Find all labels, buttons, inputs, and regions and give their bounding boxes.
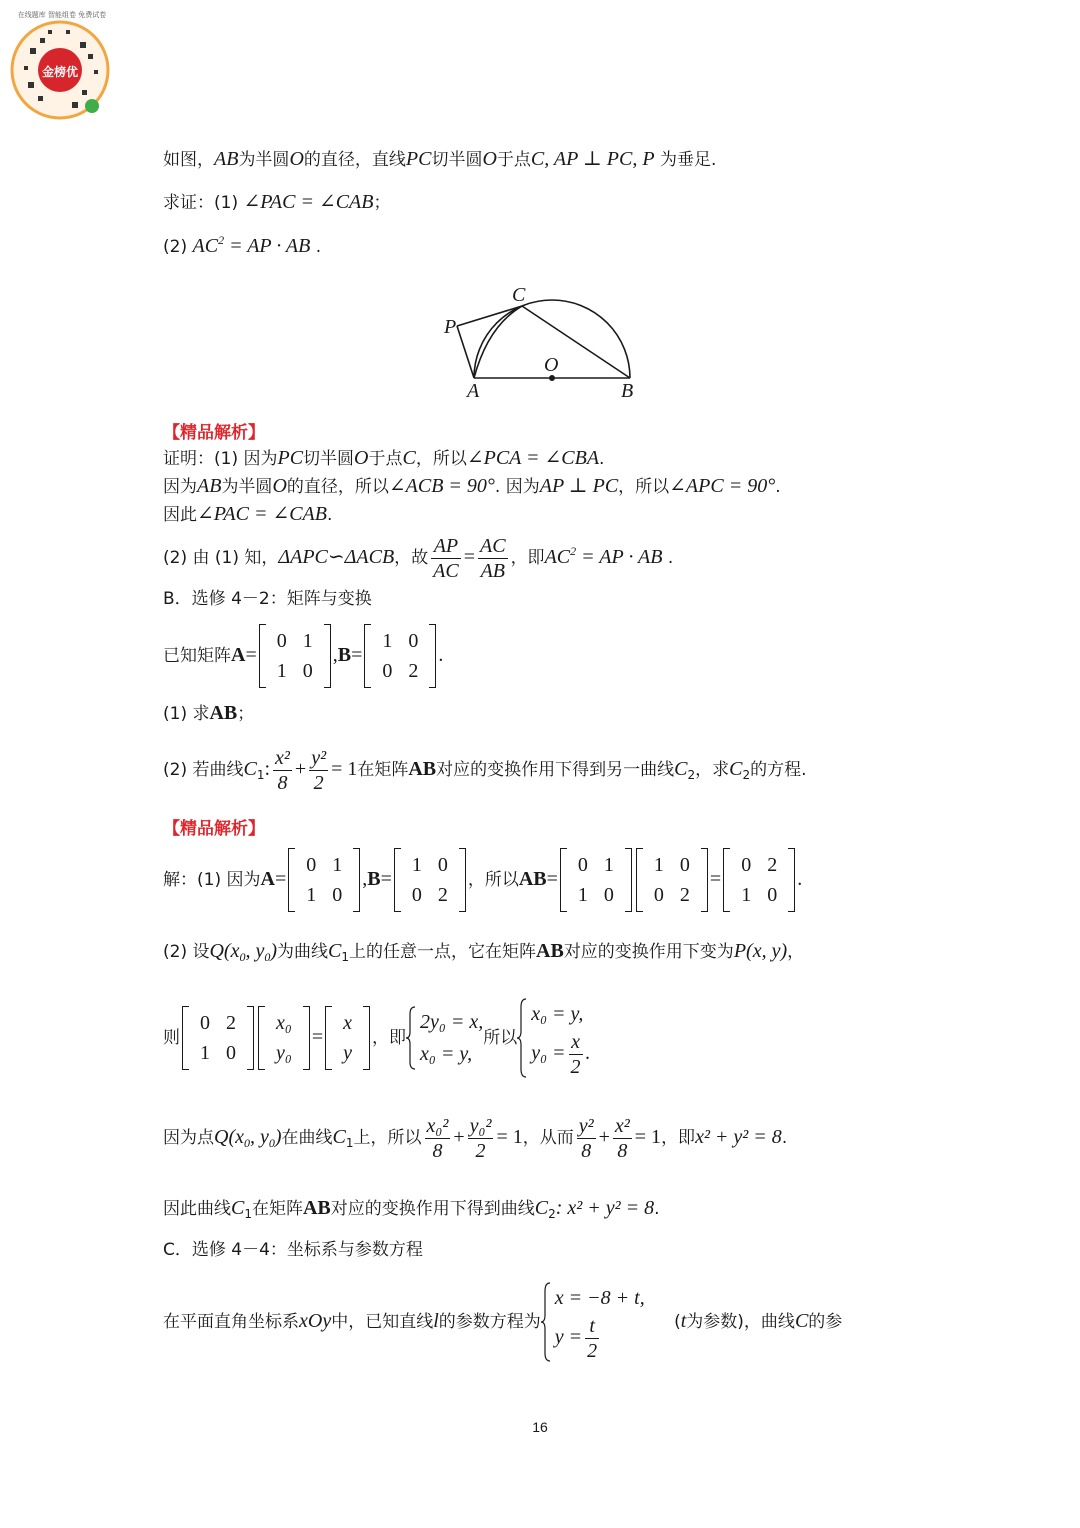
section-b-title: B．选修 4－2：矩阵与变换 [163, 589, 372, 609]
problem-a-intro: 如图，AB为半圆O的直径，直线PC切半圆O于点C, AP ⊥ PC, P 为垂足. [163, 148, 717, 170]
page-number: 16 [532, 1419, 548, 1435]
solution-a-heading: 【精品解析】 [163, 423, 265, 443]
system-2: x₀ = y, y₀ = $\frac{x}{2}$ . [517, 998, 590, 1079]
solution-a-line1: 证明：(1) 因为PC切半圆O于点C，所以∠PCA = ∠CBA. [163, 447, 605, 469]
problem-a-q1: 求证：(1) ∠PAC = ∠CAB； [163, 191, 391, 213]
semicircle-figure [430, 282, 650, 402]
label-p: P [444, 316, 457, 338]
section-c-line1: 在平面直角坐标系xOy中，已知直线l的参数方程为 x = −8 + t, y = $\frac{t}{2}$ (t为参数)，曲线C的参 [163, 1276, 842, 1367]
solution-b-heading: 【精品解析】 [163, 819, 265, 839]
solution-b-line4: 因为点$Q(x_0$, $y_0$)在曲线$C_1$上，所以 $\frac{\text{x₀²}}{8}$ + $\frac{\text{y₀²}}{2}$ = 1，从而 $\frac{\text{y²}}{8}$ + $\frac{\text{x²}}{8}$ = 1，即x² + y² = 8. [163, 1114, 788, 1162]
solution-a-line2: 因为AB为半圆O的直径，所以∠ACB = 90°. 因为AP ⊥ PC，所以∠APC = 90°. [163, 475, 781, 497]
section-b-q2: (2) 若曲线$C_1$: $\frac{\text{x²}}{8}$ + $\frac{\text{y²}}{2}$ = 1在矩阵AB对应的变换作用下得到另一曲线$C_2$，求$C_2$的方程. [163, 746, 807, 794]
solution-a-line3: 因此∠PAC = ∠CAB. [163, 503, 333, 525]
label-b: B [621, 380, 634, 402]
label-c: C [512, 284, 526, 306]
system-3: x = −8 + t, y = $\frac{t}{2}$ [541, 1282, 645, 1363]
logo [8, 8, 112, 124]
section-b-given: 已知矩阵A= 0 1 1 0 ,B= 1 0 0 2 . [163, 624, 443, 688]
system-1: 2y₀ = x, x₀ = y, [406, 1006, 483, 1070]
logo-brand: 金榜优 [41, 65, 78, 79]
matrix-b: 1 0 0 2 [364, 624, 436, 688]
matrix-ab: 0 2 1 0 [723, 848, 795, 912]
label-a: A [467, 380, 480, 402]
solution-b-line2: (2) 设$Q(x_0$, $y_0$)为曲线$C_1$上的任意一点，它在矩阵AB对应的变换作用下变为P(x, y)， [163, 940, 805, 964]
label-o: O [544, 354, 559, 376]
section-c-title: C．选修 4－4：坐标系与参数方程 [163, 1240, 423, 1260]
solution-b-line3: 则 0 2 1 0 x₀ y₀ = x y ，即 2y₀ = x, x₀ = y, 所以 x₀ = y, y₀ = $\frac{x}{2}$ . [163, 992, 591, 1083]
solution-a-line4: (2) 由 (1) 知，ΔAPC∽ΔACB，故 $\frac{AP}{AC}$ = $\frac{AC}{AB}$ ，即$AC^2$ = AP · AB . [163, 534, 674, 582]
solution-b-line5: 因此曲线$C_1$在矩阵AB对应的变换作用下得到曲线$C_2$: x² + y² = 8. [163, 1197, 660, 1221]
logo-slogan: 在线题库 智能组卷 免费试卷 [17, 11, 107, 19]
problem-a-q2: (2) $AC^2$ = AP · AB . [163, 233, 322, 257]
matrix-a: 0 1 1 0 [259, 624, 331, 688]
solution-b-line1: 解：(1) 因为A= 0 1 1 0 ,B= 1 0 0 2 ，所以AB= 0 1 1 0 1 0 0 2 = 0 2 1 0 . [163, 848, 802, 912]
section-b-q1: (1) 求AB； [163, 702, 255, 724]
